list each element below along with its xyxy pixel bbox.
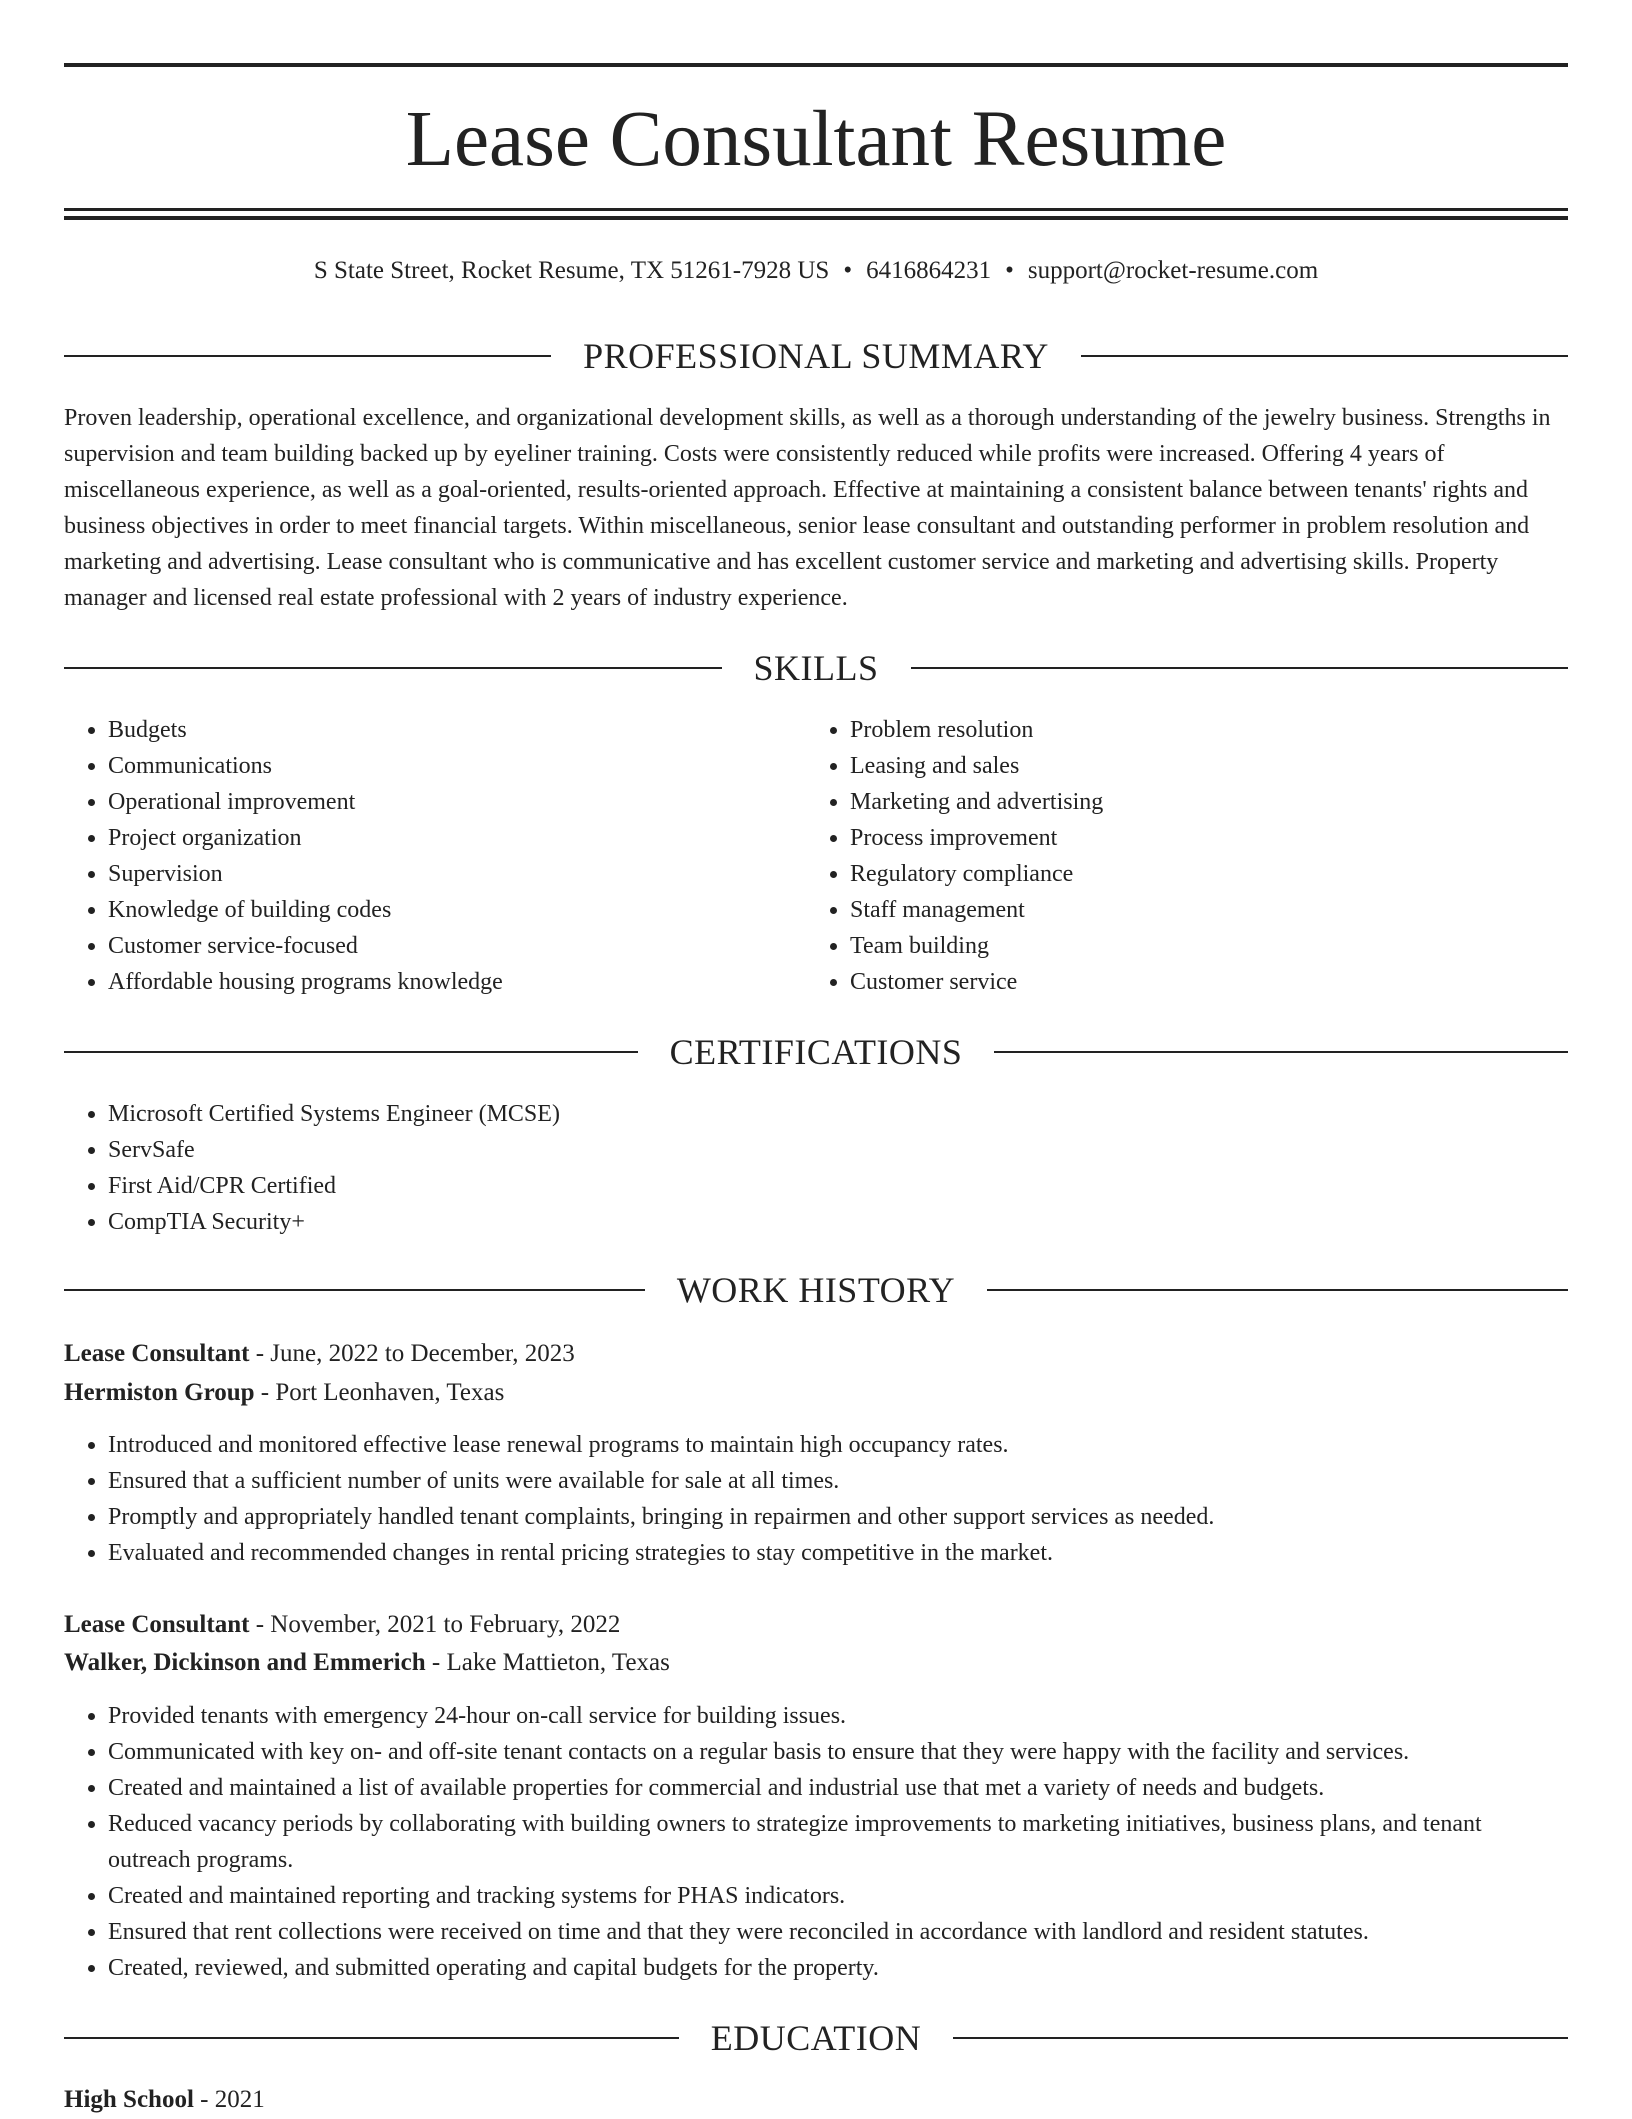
job-bullet: • Ensured that a sufficient number of units were available for sale at all times.: [108, 1463, 1568, 1499]
contact-separator: •: [843, 257, 853, 284]
skill-item: • Budgets: [108, 712, 808, 748]
skill-item: • Staff management: [850, 892, 1550, 928]
contact-line: [0, 254, 1632, 288]
job-bullets: [64, 1698, 1568, 1986]
section-heading-label: WORK HISTORY: [676, 1270, 956, 1310]
section-heading-label: SKILLS: [753, 648, 879, 688]
skill-item: • Knowledge of building codes: [108, 892, 808, 928]
top-rule: [64, 63, 1568, 67]
job-bullet: • Introduced and monitored effective lease renewal programs to maintain high occupancy rates.: [108, 1427, 1568, 1463]
job-title-line: [64, 1606, 1568, 1644]
resume-title: Lease Consultant Resume: [405, 96, 1227, 183]
job-title: Lease Consultant: [64, 1611, 250, 1638]
job-company-line: [64, 1374, 1568, 1412]
skills-list-right: [806, 712, 1550, 1000]
skill-item: • Customer service: [850, 964, 1550, 1000]
contact-address: S State Street, Rocket Resume, TX 51261-7928 US: [313, 257, 830, 284]
job-title-line: [64, 1335, 1568, 1373]
job-bullet: • Created, reviewed, and submitted operating and capital budgets for the property.: [108, 1950, 1568, 1986]
education-line: [64, 2081, 1568, 2119]
contact-phone: 6416864231: [866, 257, 992, 284]
heading-rule-right: [953, 2037, 1568, 2039]
skill-item: • Operational improvement: [108, 784, 808, 820]
job-bullet: • Ensured that rent collections were received on time and that they were reconciled in accordance with landlord and resident statutes.: [108, 1914, 1568, 1950]
certification-item: • CompTIA Security+: [108, 1204, 1508, 1240]
heading-rule-right: [987, 1289, 1568, 1291]
education-year: - 2021: [200, 2086, 265, 2113]
skill-item: • Problem resolution: [850, 712, 1550, 748]
job-company: Hermiston Group: [64, 1379, 255, 1406]
contact-separator: •: [1005, 257, 1014, 284]
skill-item: • Marketing and advertising: [850, 784, 1550, 820]
title-double-rule-lower: [64, 216, 1568, 220]
job-location: - Port Leonhaven, Texas: [260, 1379, 505, 1406]
certifications-list: [64, 1096, 1508, 1240]
education-degree: High School: [64, 2086, 194, 2113]
skill-item: • Team building: [850, 928, 1550, 964]
certification-item: • Microsoft Certified Systems Engineer (MCSE): [108, 1096, 1508, 1132]
job-bullet: • Evaluated and recommended changes in rental pricing strategies to stay competitive in the market.: [108, 1535, 1568, 1571]
heading-rule-left: [64, 667, 722, 669]
heading-rule-left: [64, 1289, 645, 1291]
job-dates: - November, 2021 to February, 2022: [255, 1611, 621, 1638]
job-bullet: • Created and maintained a list of available properties for commercial and industrial use that met a variety of needs and budgets.: [108, 1770, 1568, 1806]
section-heading-work-history: [64, 1270, 1568, 1310]
section-heading-certifications: [64, 1032, 1568, 1072]
job-bullet: • Provided tenants with emergency 24-hour on-call service for building issues.: [108, 1698, 1568, 1734]
skill-item: • Process improvement: [850, 820, 1550, 856]
heading-rule-left: [64, 2037, 679, 2039]
summary-text: Proven leadership, operational excellence, and organizational development skills, as well as a thorough understanding of the jewelry business. Strengths in supervision and team building backed up by eyeliner training. Costs were consistently reduced while profits were increased. Offering 4 years of miscellaneous experience, as well as a goal-oriented, results-oriented approach. Effective at maintaining a consistent balance between tenants' rights and business objectives in order to meet financial targets. Within miscellaneous, senior lease consultant and outstanding performer in problem resolution and marketing and advertising. Lease consultant who is communicative and has excellent customer service and marketing and advertising skills. Property manager and licensed real estate professional with 2 years of industry experience.: [64, 405, 1551, 611]
skill-item: • Supervision: [108, 856, 808, 892]
job-bullet: • Reduced vacancy periods by collaborating with building owners to strategize improvements to marketing initiatives, business plans, and tenant outreach programs.: [108, 1806, 1568, 1878]
heading-rule-right: [994, 1051, 1568, 1053]
contact-email: support@rocket-resume.com: [1027, 257, 1319, 284]
job-bullet: • Promptly and appropriately handled tenant complaints, bringing in repairmen and other support services as needed.: [108, 1499, 1568, 1535]
job-bullet: • Communicated with key on- and off-site tenant contacts on a regular basis to ensure that they were happy with the facility and services.: [108, 1734, 1568, 1770]
section-heading-label: EDUCATION: [710, 2018, 922, 2058]
skill-item: • Customer service-focused: [108, 928, 808, 964]
skill-item: • Affordable housing programs knowledge: [108, 964, 808, 1000]
job-location: - Lake Mattieton, Texas: [431, 1649, 670, 1676]
job-title: Lease Consultant: [64, 1340, 250, 1367]
skills-list-left: [64, 712, 808, 1000]
heading-rule-right: [911, 667, 1569, 669]
heading-rule-right: [1081, 355, 1568, 357]
title-double-rule-upper: [64, 208, 1568, 211]
job-company-line: [64, 1644, 1568, 1682]
skill-item: • Communications: [108, 748, 808, 784]
skill-item: • Regulatory compliance: [850, 856, 1550, 892]
section-heading-skills: [64, 648, 1568, 688]
section-heading-summary: [64, 336, 1568, 376]
skill-item: • Leasing and sales: [850, 748, 1550, 784]
job-dates: - June, 2022 to December, 2023: [255, 1340, 575, 1367]
job-company: Walker, Dickinson and Emmerich: [64, 1649, 426, 1676]
job-bullets: [64, 1427, 1568, 1571]
heading-rule-left: [64, 355, 551, 357]
section-heading-label: PROFESSIONAL SUMMARY: [583, 336, 1049, 376]
section-heading-label: CERTIFICATIONS: [669, 1032, 963, 1072]
section-heading-education: [64, 2018, 1568, 2058]
heading-rule-left: [64, 1051, 638, 1053]
skill-item: • Project organization: [108, 820, 808, 856]
certification-item: • First Aid/CPR Certified: [108, 1168, 1508, 1204]
certification-item: • ServSafe: [108, 1132, 1508, 1168]
job-bullet: • Created and maintained reporting and tracking systems for PHAS indicators.: [108, 1878, 1568, 1914]
